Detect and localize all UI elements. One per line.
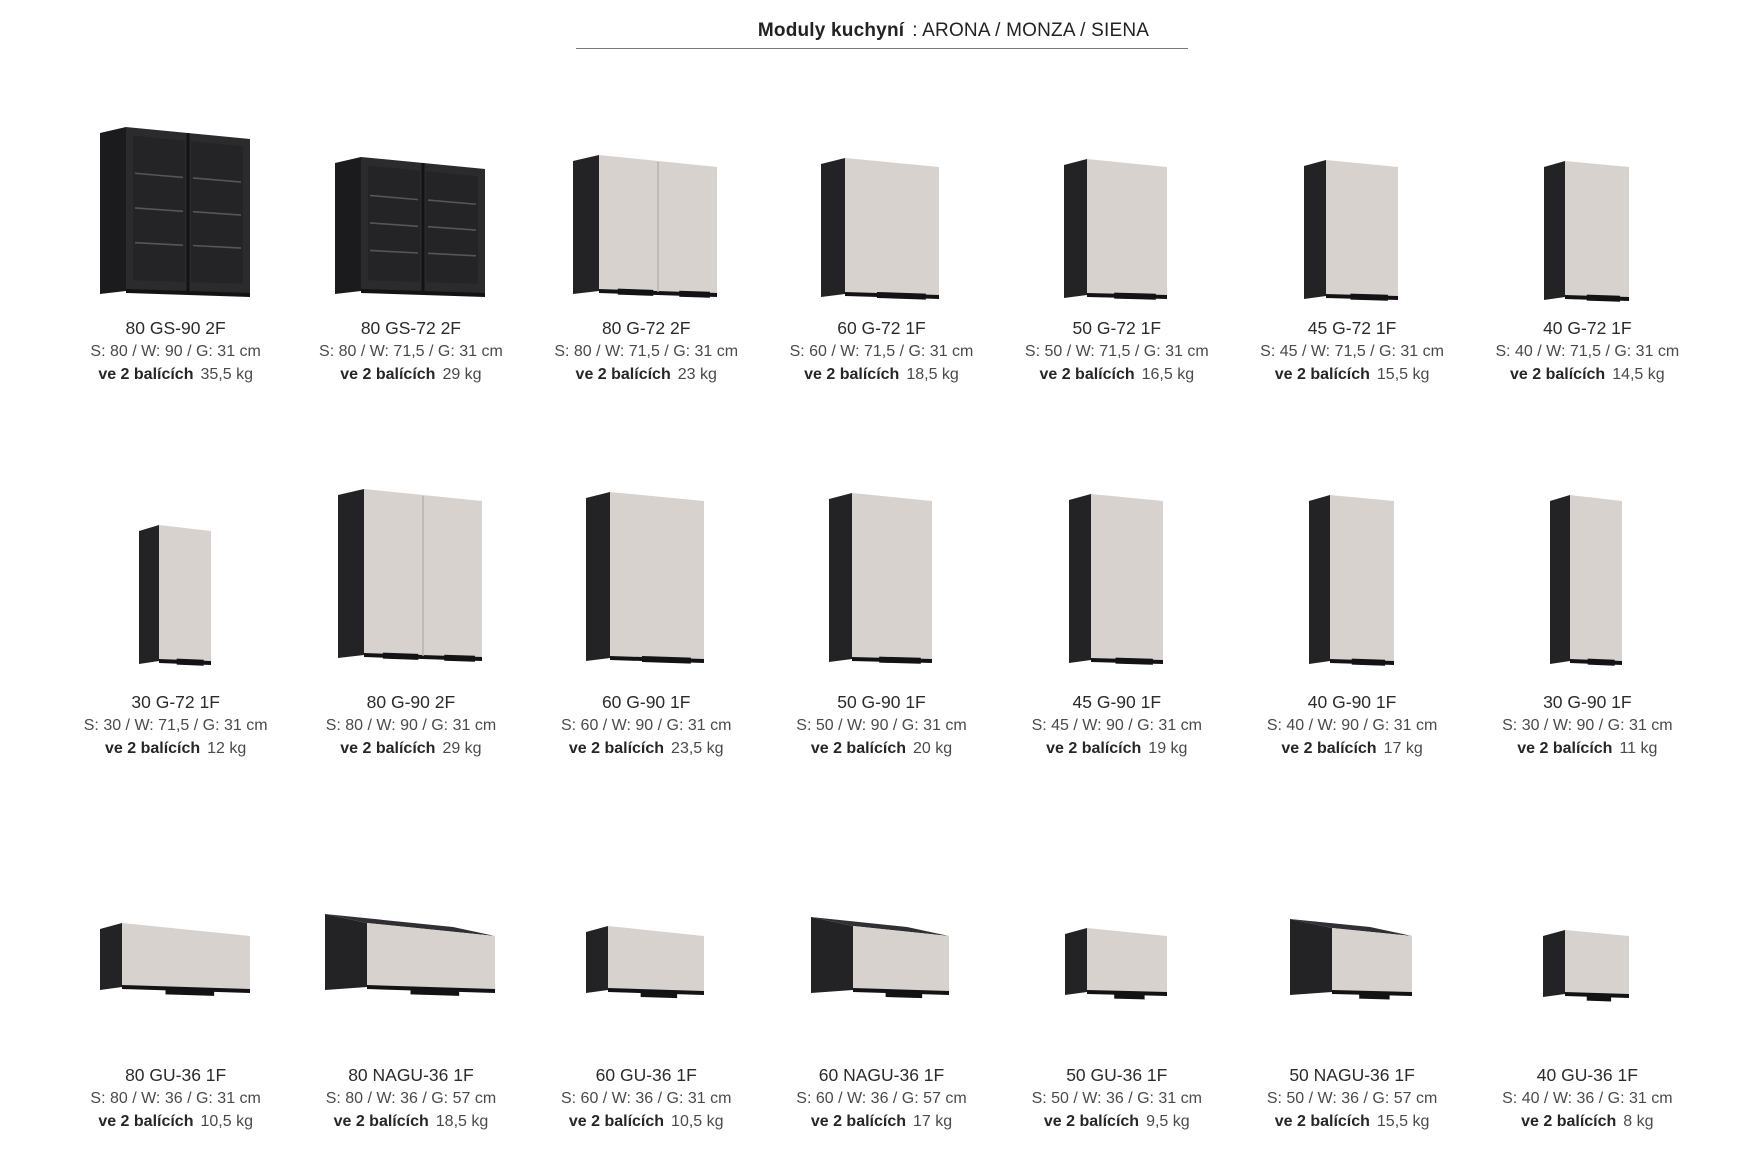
cabinet-image	[819, 113, 943, 313]
pack-label: ve 2 balících	[804, 366, 900, 383]
product-dimensions: S: 80 / W: 90 / G: 31 cm	[90, 343, 261, 360]
product-weight: 29 kg	[442, 740, 482, 757]
product-name: 40 GU-36 1F	[1536, 1065, 1638, 1085]
cabinet-render	[584, 918, 708, 1010]
cabinet-image	[809, 914, 953, 1010]
product-dimensions: S: 40 / W: 71,5 / G: 31 cm	[1495, 343, 1680, 360]
product-name: 45 G-72 1F	[1307, 318, 1397, 338]
pack-label: ve 2 balících	[98, 366, 194, 383]
product-pack-info	[1495, 363, 1679, 386]
cabinet-image	[1063, 914, 1171, 1010]
product-dimensions: S: 30 / W: 90 / G: 31 cm	[1502, 717, 1673, 734]
product-pack-info	[561, 1110, 731, 1133]
cabinet-image	[1542, 113, 1633, 313]
product-weight: 8 kg	[1623, 1113, 1654, 1130]
product-dimensions: S: 60 / W: 71,5 / G: 31 cm	[789, 343, 974, 360]
page-title	[758, 20, 1149, 42]
product-pack-info	[561, 737, 731, 760]
pack-label: ve 2 balících	[340, 366, 436, 383]
product-name: 50 NAGU-36 1F	[1289, 1065, 1415, 1085]
product-name: 40 G-90 1F	[1307, 692, 1397, 712]
cabinet-render	[1542, 153, 1633, 313]
product-card	[1470, 113, 1705, 386]
product-pack-info	[90, 1110, 260, 1133]
product-weight: 17 kg	[1383, 740, 1423, 757]
product-dimensions: S: 60 / W: 36 / G: 57 cm	[796, 1090, 967, 1107]
product-row-1	[0, 113, 1763, 386]
pack-label: ve 2 balících	[810, 1113, 906, 1130]
pack-label: ve 2 balících	[568, 740, 665, 757]
product-name: 60 NAGU-36 1F	[818, 1065, 945, 1085]
product-pack-info	[796, 737, 966, 760]
product-card	[999, 113, 1234, 386]
cabinet-render	[819, 150, 943, 313]
product-weight: 23 kg	[677, 366, 717, 383]
cabinet-image	[1541, 914, 1633, 1010]
cabinet-render	[1288, 916, 1416, 1010]
title-underline	[576, 48, 1188, 49]
product-dimensions: S: 80 / W: 71,5 / G: 31 cm	[319, 343, 503, 360]
product-pack-info	[796, 1110, 966, 1133]
cabinet-render	[1062, 151, 1171, 313]
cabinet-render	[584, 484, 708, 677]
product-name: 30 G-90 1F	[1543, 692, 1632, 712]
product-dimensions: S: 50 / W: 36 / G: 31 cm	[1031, 1090, 1202, 1107]
page-header	[0, 0, 1763, 49]
cabinet-render	[333, 149, 489, 313]
product-weight: 35,5 kg	[200, 366, 253, 383]
product-pack-info	[1267, 737, 1437, 760]
cabinet-render	[336, 481, 486, 677]
page-title-main: Moduly kuchyní	[757, 20, 905, 41]
product-weight: 14,5 kg	[1612, 366, 1665, 383]
product-pack-info	[1260, 363, 1444, 386]
product-card	[1470, 481, 1705, 760]
cabinet-image	[1067, 481, 1167, 677]
cabinet-render	[1063, 920, 1171, 1010]
product-name: 50 G-90 1F	[837, 692, 926, 712]
product-weight: 18,5 kg	[906, 366, 959, 383]
product-card	[58, 113, 293, 386]
product-row-3	[0, 914, 1763, 1133]
product-name: 80 GU-36 1F	[125, 1065, 227, 1085]
pack-label: ve 2 balících	[1517, 740, 1613, 757]
product-card	[1234, 113, 1469, 386]
cabinet-image	[827, 481, 936, 677]
cabinet-render	[1548, 487, 1626, 677]
cabinet-image	[1302, 113, 1402, 313]
product-dimensions: S: 50 / W: 90 / G: 31 cm	[796, 717, 967, 734]
product-weight: 20 kg	[913, 740, 953, 757]
cabinet-render	[137, 517, 215, 677]
cabinet-image	[336, 481, 486, 677]
product-dimensions: S: 45 / W: 90 / G: 31 cm	[1031, 717, 1202, 734]
product-name: 80 GS-90 2F	[125, 318, 226, 338]
product-pack-info	[1032, 1110, 1202, 1133]
product-name: 30 G-72 1F	[131, 692, 220, 712]
product-weight: 18,5 kg	[435, 1113, 489, 1130]
cabinet-render	[98, 119, 254, 313]
product-pack-info	[84, 737, 268, 760]
product-card	[293, 481, 528, 760]
product-dimensions: S: 80 / W: 71,5 / G: 31 cm	[554, 343, 739, 360]
product-card	[1470, 914, 1705, 1133]
product-dimensions: S: 40 / W: 36 / G: 31 cm	[1502, 1090, 1673, 1107]
product-weight: 15,5 kg	[1376, 366, 1430, 383]
product-weight: 10,5 kg	[200, 1113, 253, 1130]
product-name: 80 G-90 2F	[366, 692, 456, 712]
product-name: 50 G-72 1F	[1072, 318, 1162, 338]
cabinet-image	[571, 113, 721, 313]
product-weight: 16,5 kg	[1141, 366, 1195, 383]
product-name: 45 G-90 1F	[1072, 692, 1162, 712]
product-name: 80 NAGU-36 1F	[348, 1065, 474, 1085]
product-card	[58, 914, 293, 1133]
pack-label: ve 2 balících	[1046, 740, 1142, 757]
product-card	[529, 113, 764, 386]
product-card	[529, 914, 764, 1133]
cabinet-image	[584, 481, 708, 677]
pack-label: ve 2 balících	[568, 1113, 665, 1130]
product-pack-info	[319, 363, 503, 386]
product-weight: 12 kg	[207, 740, 247, 757]
product-name: 60 GU-36 1F	[595, 1065, 697, 1085]
pack-label: ve 2 balících	[1281, 740, 1377, 757]
product-card	[58, 481, 293, 760]
cabinet-image	[137, 481, 215, 677]
cabinet-render	[809, 914, 953, 1010]
pack-label: ve 2 balících	[575, 366, 671, 383]
pack-label: ve 2 balících	[104, 740, 201, 757]
product-dimensions: S: 80 / W: 36 / G: 57 cm	[325, 1090, 497, 1107]
product-card	[999, 481, 1234, 760]
product-card	[529, 481, 764, 760]
page-title-models: : ARONA / MONZA / SIENA	[912, 20, 1150, 41]
cabinet-render	[1307, 487, 1398, 677]
product-name: 50 GU-36 1F	[1066, 1065, 1168, 1085]
product-pack-info	[554, 363, 738, 386]
product-pack-info	[90, 363, 260, 386]
product-dimensions: S: 50 / W: 71,5 / G: 31 cm	[1024, 343, 1209, 360]
pack-label: ve 2 balících	[810, 740, 906, 757]
cabinet-image	[1307, 481, 1398, 677]
cabinet-render	[1067, 486, 1167, 677]
product-name: 40 G-72 1F	[1543, 318, 1632, 338]
product-weight: 9,5 kg	[1146, 1113, 1190, 1130]
cabinet-render	[1541, 922, 1633, 1010]
product-weight: 10,5 kg	[671, 1113, 724, 1130]
product-card	[293, 113, 528, 386]
cabinet-render	[323, 911, 499, 1010]
cabinet-image	[323, 914, 499, 1010]
cabinet-image	[1062, 113, 1171, 313]
product-pack-info	[1025, 363, 1209, 386]
product-weight: 19 kg	[1148, 740, 1188, 757]
cabinet-render	[1302, 152, 1402, 313]
cabinet-image	[1288, 914, 1416, 1010]
pack-label: ve 2 balících	[333, 1113, 429, 1130]
pack-label: ve 2 balících	[98, 1113, 194, 1130]
cabinet-image	[1548, 481, 1626, 677]
cabinet-render	[571, 147, 721, 313]
product-pack-info	[1502, 737, 1672, 760]
product-dimensions: S: 40 / W: 90 / G: 31 cm	[1266, 717, 1438, 734]
product-weight: 11 kg	[1619, 740, 1658, 757]
product-row-2	[0, 481, 1763, 760]
cabinet-image	[584, 914, 708, 1010]
cabinet-render	[827, 485, 936, 677]
product-card	[764, 481, 999, 760]
product-name: 60 G-90 1F	[601, 692, 691, 712]
product-pack-info	[326, 1110, 496, 1133]
product-weight: 17 kg	[913, 1113, 953, 1130]
product-dimensions: S: 80 / W: 36 / G: 31 cm	[90, 1090, 261, 1107]
product-name: 80 GS-72 2F	[360, 318, 462, 338]
cabinet-image	[333, 113, 489, 313]
cabinet-image	[98, 113, 254, 313]
product-dimensions: S: 80 / W: 90 / G: 31 cm	[325, 717, 497, 734]
product-card	[999, 914, 1234, 1133]
product-dimensions: S: 60 / W: 36 / G: 31 cm	[560, 1090, 732, 1107]
product-pack-info	[1032, 737, 1202, 760]
product-card	[1234, 481, 1469, 760]
product-pack-info	[1502, 1110, 1672, 1133]
product-card	[764, 914, 999, 1133]
product-card	[1234, 914, 1469, 1133]
pack-label: ve 2 balících	[340, 740, 436, 757]
product-dimensions: S: 60 / W: 90 / G: 31 cm	[560, 717, 732, 734]
pack-label: ve 2 balících	[1039, 366, 1135, 383]
product-dimensions: S: 45 / W: 71,5 / G: 31 cm	[1260, 343, 1444, 360]
product-pack-info	[326, 737, 496, 760]
product-pack-info	[1267, 1110, 1437, 1133]
product-pack-info	[790, 363, 974, 386]
product-card	[764, 113, 999, 386]
product-weight: 23,5 kg	[671, 740, 724, 757]
pack-label: ve 2 balících	[1521, 1113, 1617, 1130]
product-dimensions: S: 30 / W: 71,5 / G: 31 cm	[83, 717, 268, 734]
product-name: 60 G-72 1F	[837, 318, 926, 338]
cabinet-image	[98, 914, 254, 1010]
pack-label: ve 2 balících	[1274, 366, 1370, 383]
product-name: 80 G-72 2F	[601, 318, 691, 338]
product-dimensions: S: 50 / W: 36 / G: 57 cm	[1266, 1090, 1438, 1107]
pack-label: ve 2 balících	[1274, 1113, 1370, 1130]
product-card	[293, 914, 528, 1133]
pack-label: ve 2 balících	[1043, 1113, 1140, 1130]
product-weight: 29 kg	[442, 366, 482, 383]
pack-label: ve 2 balících	[1510, 366, 1606, 383]
cabinet-render	[98, 915, 254, 1010]
product-weight: 15,5 kg	[1376, 1113, 1430, 1130]
